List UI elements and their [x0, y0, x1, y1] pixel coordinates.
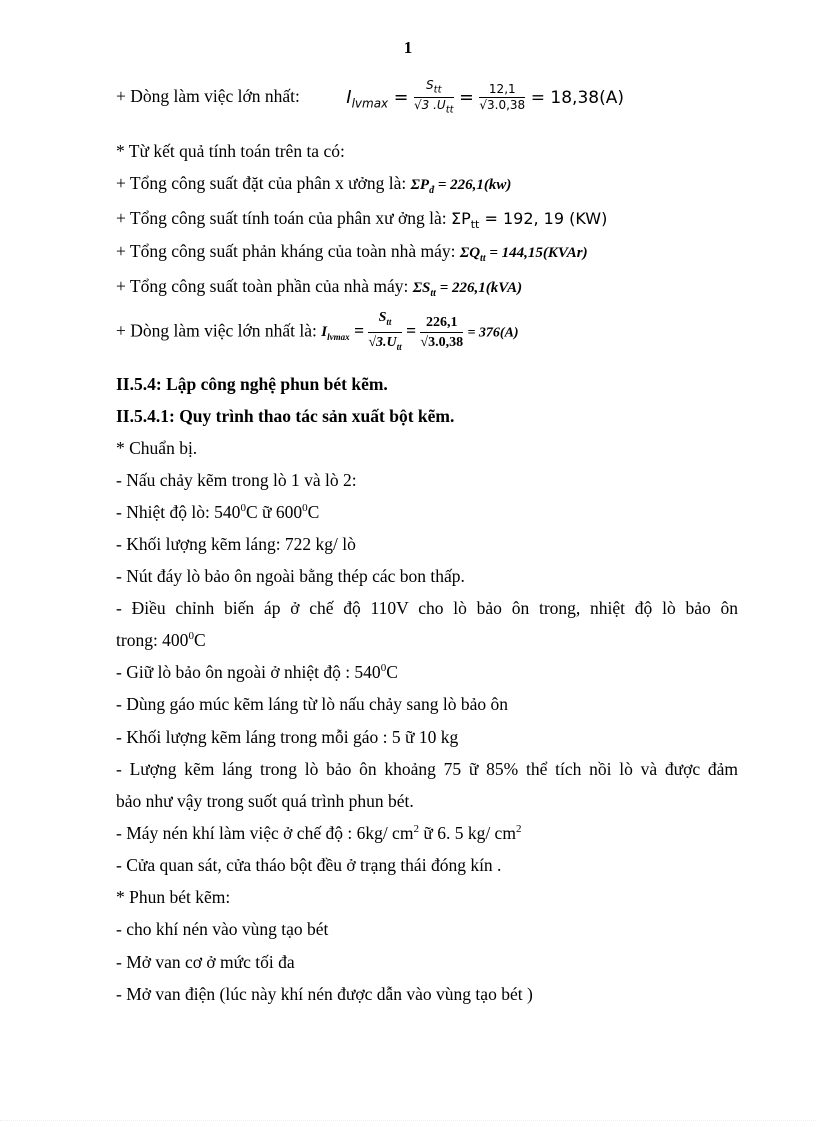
list-item: - cho khí nén vào vùng tạo bét [116, 919, 329, 939]
section-heading-2-5-4-1: II.5.4.1: Quy trình thao tác sản xuất bột kẽm. [116, 406, 455, 426]
list-item: - Giữ lò bảo ôn ngoài ở nhiệt độ : $540^0C$ [116, 662, 398, 682]
summary-apparent-power: + Tổng công suất toàn phần của nhà máy: $\Sigma S_{tt} = 226,1(kVA)$ [116, 276, 523, 299]
summary-reactive-power: + Tổng công suất phản kháng của toàn nhà máy: $\Sigma Q_{tt}$ = 144,15(KVAr) [116, 241, 588, 264]
list-item: - Mở van cơ ở mức tối đa [116, 952, 295, 972]
section-heading-2-5-4: II.5.4: Lập công nghệ phun bét kẽm. [116, 374, 388, 394]
summary-calculated-power: + Tổng công suất tính toán của phân xư ởng là: $\Sigma P_{tt} = 192$, 19 (KW) [116, 208, 608, 232]
summary-intro: * Từ kết quả tính toán trên ta có: [116, 141, 345, 161]
list-item: - Mở van điện (lúc này khí nén được dẫn vào vùng tạo bét ) [116, 984, 533, 1004]
list-item: * Phun bét kẽm: [116, 887, 231, 907]
page-number: 1 [403, 38, 413, 57]
formula-1-expression: $I_{lvmax}$ = $\frac{S_{tt}}{√3 .U_{tt}}$ = $\frac{12,1}{√3.0,38}$ = 18,38(A) [346, 78, 624, 116]
list-item: - Dùng gáo múc kẽm láng từ lò nấu chảy sang lò bảo ôn [116, 694, 508, 714]
formula-line-1 [116, 78, 624, 118]
list-item: - Cửa quan sát, cửa tháo bột đều ở trạng thái đóng kín . [116, 855, 502, 875]
list-item-continuation: trong: $400^0C$ [116, 630, 206, 650]
page-bottom-divider [0, 1120, 816, 1121]
list-item: - Khối lượng kẽm láng trong mỗi gáo : 5 ữ 10 kg [116, 727, 459, 747]
list-item: - Nút đáy lò bảo ôn ngoài bằng thép các bon thấp. [116, 566, 465, 586]
list-item: - Nấu chảy kẽm trong lò 1 và lò 2: [116, 470, 357, 490]
formula-2-label: + Dòng làm việc lớn nhất là: [116, 320, 317, 341]
list-item: - Điều chỉnh biến áp ở chế độ 110V cho lò bảo ôn trong, nhiệt độ lò bảo ôn [116, 598, 738, 618]
list-item: - Máy nén khí làm việc ở chế độ : 6kg/ $cm^2$ ữ 6. 5 kg/ $cm^2$ [116, 823, 522, 843]
list-item: - Nhiệt độ lò: $540^0C$ ữ $600^0C$ [116, 502, 320, 522]
list-item: - Khối lượng kẽm láng: 722 kg/ lò [116, 534, 356, 554]
list-item: - Lượng kẽm láng trong lò bảo ôn khoảng 75 ữ 85% thể tích nồi lò và được đảm [116, 759, 738, 779]
formula-line-2 [116, 310, 519, 355]
list-item: * Chuẩn bị. [116, 438, 198, 458]
formula-2-expression: $I_{lvmax}$ = $\frac{S_{tt}}{√3.U_{tt}}$ = $\frac{226,1}{√3.0,38}$ = 376(A) [321, 310, 519, 352]
summary-installed-power: + Tổng công suất đặt của phân x ưởng là: $\Sigma P_đ = 226,1(kw)$ [116, 173, 512, 196]
list-item-continuation: bảo như vậy trong suốt quá trình phun bét. [116, 791, 414, 811]
formula-1-label: + Dòng làm việc lớn nhất: [116, 85, 300, 106]
